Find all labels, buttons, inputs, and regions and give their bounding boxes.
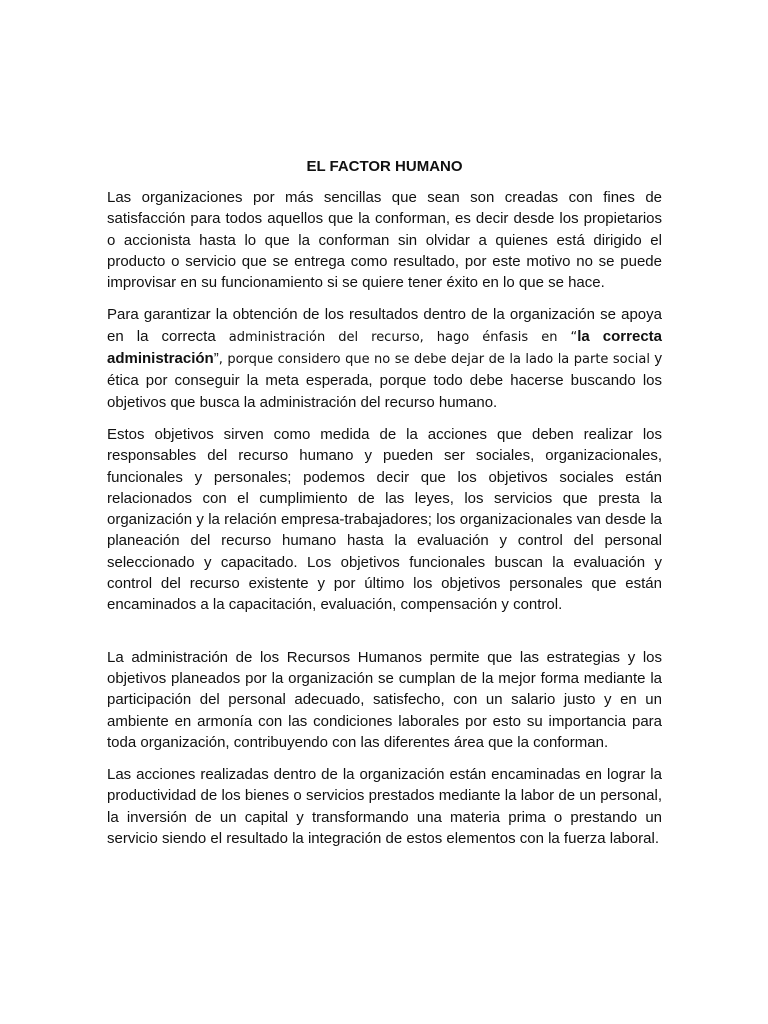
document-title: EL FACTOR HUMANO: [306, 158, 463, 175]
paragraph-2-bold-text: la correcta administración: [107, 327, 662, 368]
document-body: [107, 157, 662, 860]
paragraph-2-part-4: , porque considero que no se debe dejar de la lado la parte social: [218, 352, 650, 368]
paragraph-2: [107, 304, 662, 412]
paragraph-3: Estos objetivos sirven como medida de la acciones que deben realizar los responsables del recurso humano y pueden ser sociales, organizacionales, funcionales y personales; podemos decir que los objetivos sociales están relacionados con el cumplimiento de las leyes, los servicios que presta la organización y la relación empresa-trabajadores; los organizacionales van desde la planeación del recurso humano hasta la evaluación y control del personal seleccionado y capacitado. Los objetivos funcionales buscan la evaluación y control del recurso existente y por último los objetivos personales que están encaminados a la capacitación, evaluación, compensación y control.: [107, 425, 662, 614]
paragraph-1: Las organizaciones por más sencillas que sean son creadas con fines de satisfacción para todos aquellos que la conforman, es decir desde los propietarios o accionista hasta lo que la conforman sin olvidar a quienes está dirigido el producto o servicio que se entrega como resultado, por este motivo no se puede improvisar en su funcionamiento si se quiere tener éxito en lo que se hace.: [107, 189, 662, 292]
paragraph-5: Las acciones realizadas dentro de la organización están encaminadas en lograr la productividad de los bienes o servicios prestados mediante la labor de un personal, la inversión de un capital y transformando una materia prima o prestando un servicio siendo el resultado la integración de estos elementos con la fuerza laboral.: [107, 766, 662, 848]
paragraph-2-part-1: Para garantizar la obtención de los resultados dentro de la organización se apoya en la correcta: [107, 306, 662, 345]
paragraph-2-part-3: ”: [213, 350, 219, 368]
paragraph-2-part-5: y ética por conseguir la meta esperada, porque todo debe hacerse buscando los objetivos que busca la administración del recurso humano.: [107, 350, 662, 411]
paragraph-4: La administración de los Recursos Humanos permite que las estrategias y los objetivos planeados por la organización se cumplan de la mejor forma mediante la participación del personal adecuado, satisfecho, con un salario justo y en un ambiente en armonía con las condiciones laborales por esto su importancia para toda organización, contribuyendo con las diferentes área que la conforman.: [107, 648, 662, 751]
paragraph-2-part-2: administración del recurso, hago énfasis en “: [228, 329, 578, 345]
